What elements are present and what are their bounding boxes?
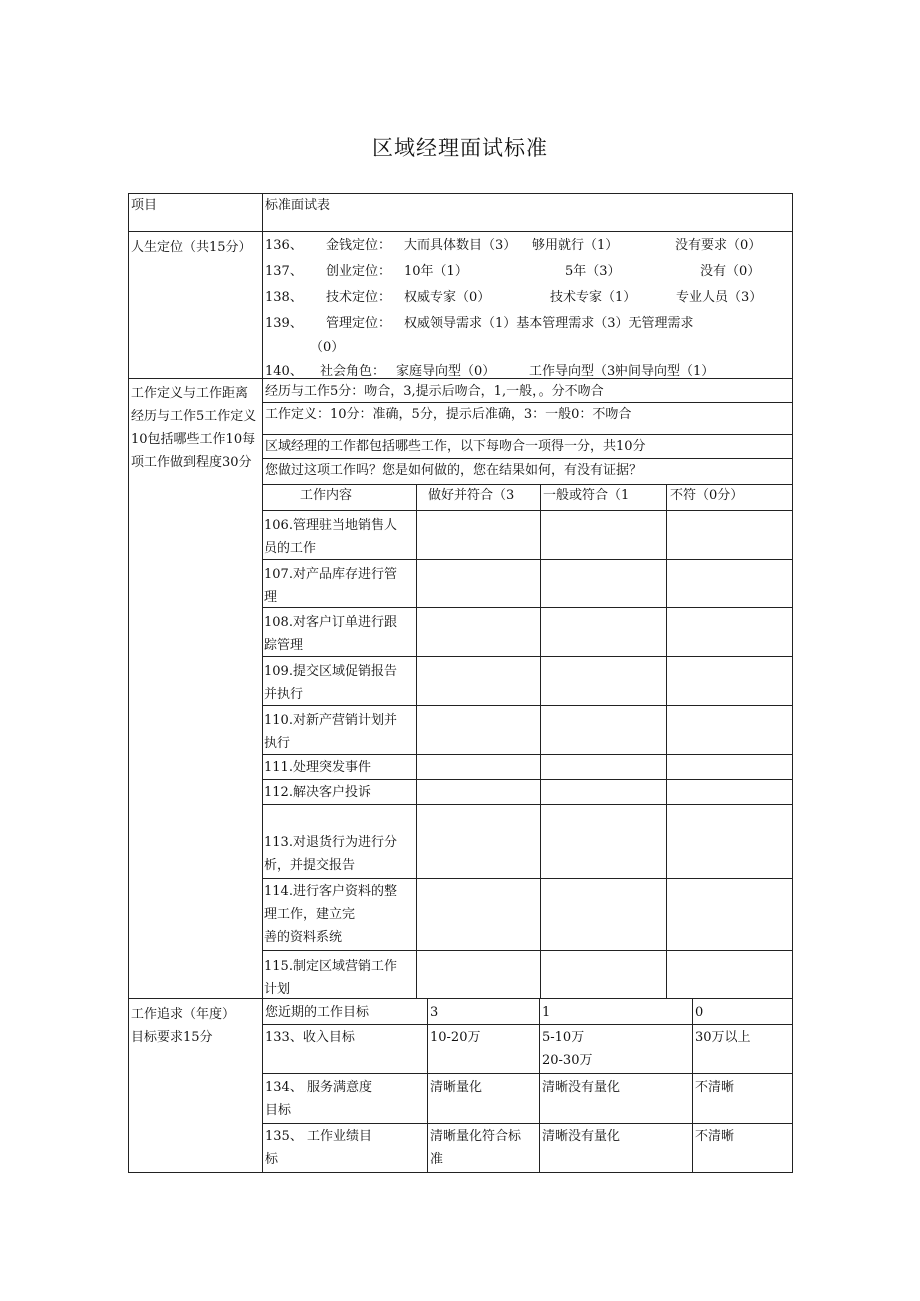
- life-row-option: 大而具体数目（3）: [404, 238, 517, 253]
- task-score-cell: [666, 804, 793, 879]
- task-label: 112.解决客户投诉: [264, 785, 371, 800]
- task-score-cell: [666, 754, 793, 780]
- life-row-category: 技术定位：: [326, 290, 392, 305]
- header-item-label: 项目: [131, 198, 158, 213]
- life-row-category: 社会角色：: [320, 364, 386, 379]
- work-label: 工作定义与工作距离 经历与工作5工作定义10包括哪些工作10每项工作做到程度30分: [131, 386, 257, 470]
- life-row-category: 创业定位：: [326, 264, 392, 279]
- work-header-label: 不符（0分）: [670, 488, 744, 503]
- life-row-option: 技术专家（1）: [550, 290, 637, 305]
- goal-option: 清晰没有量化: [542, 1080, 621, 1095]
- header-form-label: 标准面试表: [265, 198, 331, 213]
- task-score-cell: [540, 510, 667, 560]
- task-label: 109.提交区域促销报告 并执行: [264, 664, 397, 702]
- task-score-cell: [540, 705, 667, 755]
- task-score-cell: [416, 607, 541, 657]
- goal-cell: [539, 998, 693, 1025]
- task-score-cell: [540, 754, 667, 780]
- goal-score: 0: [695, 1005, 704, 1020]
- work-line-text: 区域经理的工作都包括哪些工作，以下每吻合一项得一分，共10分: [265, 439, 646, 454]
- task-score-cell: [540, 607, 667, 657]
- task-score-cell: [666, 950, 793, 999]
- task-score-cell: [416, 705, 541, 755]
- task-score-cell: [416, 510, 541, 560]
- life-label: 人生定位（共15分）: [131, 240, 252, 255]
- task-score-cell: [666, 510, 793, 560]
- goal-option: 5-10万 20-30万: [542, 1030, 593, 1068]
- goal-option: 不清晰: [695, 1080, 735, 1095]
- life-row-number: 139、: [265, 316, 303, 331]
- work-header-label: 一般或符合（1: [543, 488, 630, 503]
- goal-score: 3: [430, 1005, 439, 1020]
- task-score-cell: [416, 878, 541, 951]
- goal-question: 您近期的工作目标: [265, 1005, 370, 1020]
- life-row-option: 专业人员（3）: [676, 290, 763, 305]
- life-row-option: （0）: [310, 340, 345, 355]
- task-score-cell: [666, 705, 793, 755]
- life-row-category: 金钱定位：: [326, 238, 392, 253]
- life-row-option: 没有（0）: [700, 264, 761, 279]
- task-score-cell: [666, 656, 793, 706]
- document-title: 区域经理面试标准: [372, 136, 548, 160]
- task-score-cell: [540, 779, 667, 805]
- task-label: 106.管理驻当地销售人 员的工作: [264, 518, 397, 556]
- task-label: 113.对退货行为进行分 析，并提交报告: [264, 835, 397, 873]
- task-score-cell: [540, 559, 667, 608]
- life-row-number: 140、: [265, 364, 303, 379]
- goal-row-label: 134、 服务满意度 目标: [265, 1080, 372, 1118]
- task-score-cell: [540, 878, 667, 951]
- task-score-cell: [416, 779, 541, 805]
- task-score-cell: [416, 656, 541, 706]
- task-score-cell: [416, 950, 541, 999]
- task-score-cell: [416, 754, 541, 780]
- work-header-label: 工作内容: [300, 488, 353, 503]
- task-score-cell: [416, 804, 541, 879]
- life-row-number: 138、: [265, 290, 303, 305]
- task-score-cell: [540, 656, 667, 706]
- life-row-option: 够用就行（1）: [532, 238, 619, 253]
- goal-score: 1: [542, 1005, 551, 1020]
- goal-row-label: 135、 工作业绩目 标: [265, 1129, 372, 1167]
- task-score-cell: [540, 950, 667, 999]
- goal-option: 不清晰: [695, 1129, 735, 1144]
- task-score-cell: [666, 559, 793, 608]
- task-label: 115.制定区域营销工作 计划: [264, 959, 397, 997]
- life-row-option: 5年（3）: [565, 264, 621, 279]
- life-row-option: 10年（1）: [404, 264, 468, 279]
- life-row-option: 没有要求（0）: [675, 238, 762, 253]
- task-label: 108.对客户订单进行跟 踪管理: [264, 615, 397, 653]
- task-label: 110.对新产营销计划并 执行: [264, 713, 397, 751]
- goal-cell: [692, 998, 793, 1025]
- task-label: 111.处理突发事件: [264, 760, 371, 775]
- pursuit-label: 工作追求（年度） 目标要求15分: [131, 1007, 236, 1045]
- goal-option: 清晰量化: [430, 1080, 483, 1095]
- life-row-number: 136、: [265, 238, 303, 253]
- work-line-text: 工作定义：10分：准确，5分，提示后准确，3：一般0：不吻合: [265, 407, 632, 422]
- life-row-option: 家庭导向型（0）: [396, 364, 496, 379]
- goal-option: 30万以上: [695, 1030, 751, 1045]
- task-score-cell: [416, 559, 541, 608]
- task-score-cell: [666, 607, 793, 657]
- goal-row-label: 133、收入目标: [265, 1030, 355, 1045]
- life-row-option: 工作导向型（3）: [529, 364, 629, 379]
- life-row-option: 权威专家（0）: [404, 290, 491, 305]
- work-line-text: 经历与工作5分：吻合，3,提示后吻合，1,一般，。分不吻合: [265, 384, 604, 399]
- life-row-number: 137、: [265, 264, 303, 279]
- task-score-cell: [540, 804, 667, 879]
- task-score-cell: [666, 779, 793, 805]
- work-header-label: 做好并符合（3: [428, 488, 515, 503]
- task-label: 107.对产品库存进行管 理: [264, 567, 397, 605]
- task-score-cell: [666, 878, 793, 951]
- life-row-category: 管理定位：: [326, 316, 392, 331]
- header-form-cell: [262, 193, 793, 232]
- goal-cell: [427, 998, 540, 1025]
- goal-option: 10-20万: [430, 1030, 481, 1045]
- goal-option: 清晰量化符合标 准: [430, 1129, 522, 1167]
- work-line-text: 您做过这项工作吗？您是如何做的，您在结果如何，有没有证据？: [265, 463, 643, 478]
- goal-option: 清晰没有量化: [542, 1129, 621, 1144]
- life-row-option: 中间导向型（1）: [615, 364, 715, 379]
- life-row-option: 权威领导需求（1）基本管理需求（3）无管理需求: [404, 316, 694, 331]
- task-label: 114.进行客户资料的整 理工作，建立完 善的资料系统: [264, 884, 397, 945]
